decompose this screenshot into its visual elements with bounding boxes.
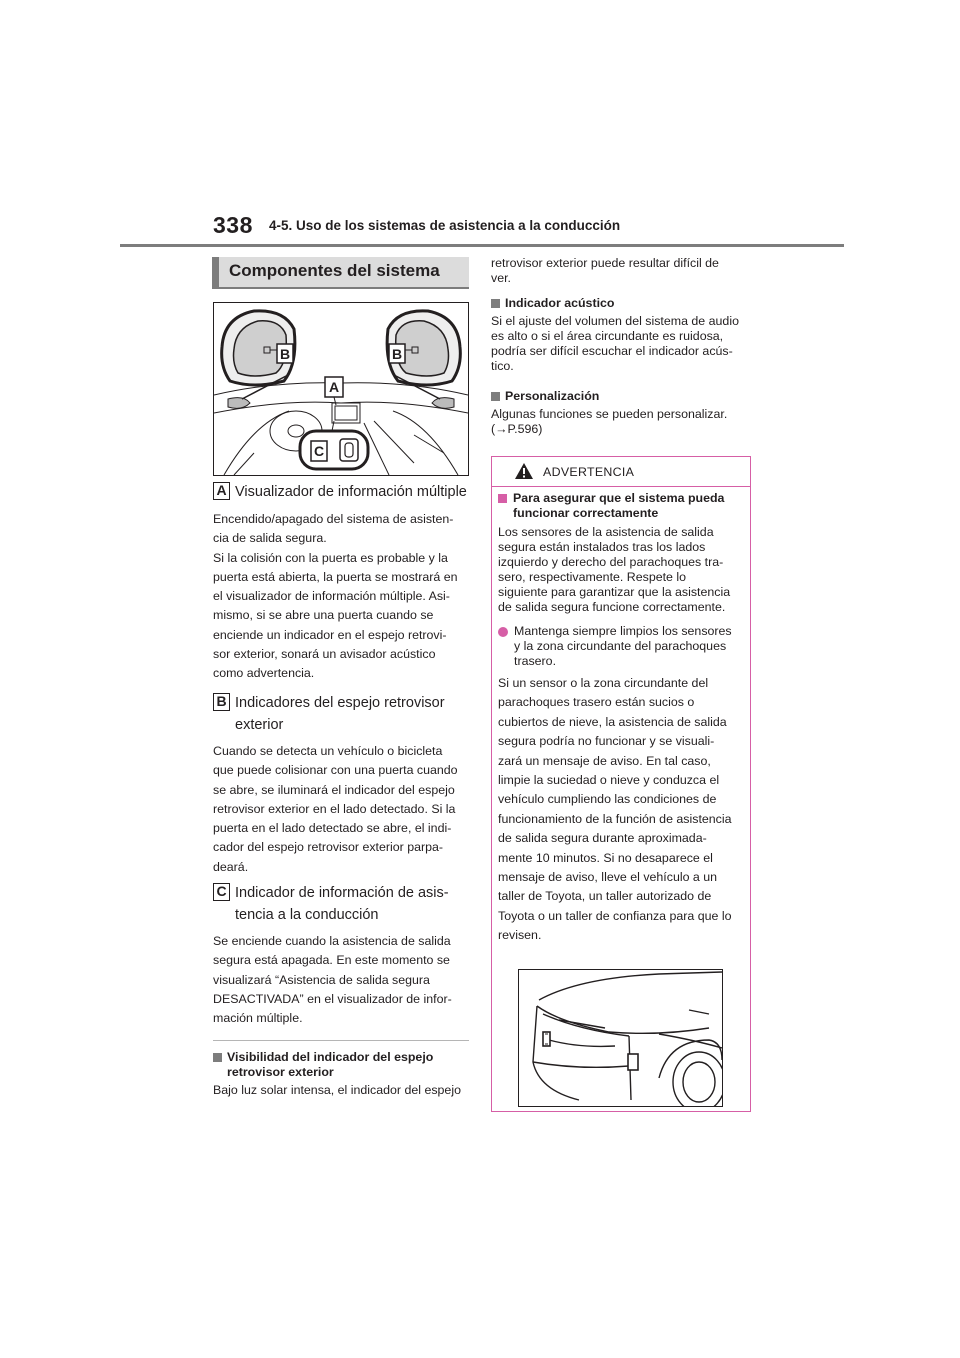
text-line: deará.: [213, 859, 249, 874]
pink-square-bullet-icon: [498, 494, 507, 503]
text-line: segura están instalados tras los lados: [498, 540, 706, 554]
title-line: retrovisor exterior: [227, 1065, 334, 1079]
text-line: vehículo cumpliendo las condiciones de: [498, 792, 717, 807]
item-b-title: [235, 692, 445, 736]
text-line: Si el ajuste del volumen del sistema de audio: [491, 314, 739, 328]
text-line: retrovisor exterior en el lado detectado. Si la: [213, 801, 456, 816]
item-a-body: [213, 510, 471, 684]
text-line: funcionamiento de la función de asistencia: [498, 811, 732, 826]
text-line: Bajo luz solar intensa, el indicador del espejo: [213, 1083, 461, 1097]
callout-b-left: B: [279, 346, 291, 362]
callout-a: A: [328, 379, 340, 395]
pink-dot-bullet-icon: [498, 627, 508, 637]
text-line: de salida segura funcione correctamente.: [498, 600, 726, 614]
note-custom: [491, 389, 749, 437]
text-line: podría ser difícil escuchar el indicador acús-: [491, 344, 733, 358]
text-line: retrovisor exterior puede resultar difícil de: [491, 256, 719, 270]
text-line: mismo, si se abre una puerta cuando se: [213, 608, 434, 623]
text-line: puerta en el lado detectado se abre, el indi-: [213, 821, 452, 836]
text-line: mación múltiple.: [213, 1011, 303, 1026]
text-line: izquierdo y derecho del parachoques tra-: [498, 555, 724, 569]
title-line: Indicador de información de asis-: [235, 885, 449, 901]
item-b-body: [213, 742, 471, 877]
rear-bumper-illustration: [518, 969, 723, 1107]
warning-triangle-icon: [514, 462, 534, 480]
note-buzzer-title: [491, 296, 749, 311]
text-line: el visualizador de información múltiple. Asi-: [213, 589, 450, 604]
text-line: taller de Toyota, un taller autorizado de: [498, 889, 712, 904]
text-line: trasero.: [514, 654, 557, 668]
note-visibility-continued: [491, 256, 749, 286]
text-line: cubiertos de nieve, la asistencia de salida: [498, 714, 727, 729]
section-divider: [213, 1040, 469, 1041]
text-line: Toyota o un taller de confianza para que lo: [498, 908, 732, 923]
text-line: sor exterior, sonará un avisador acústico: [213, 647, 436, 662]
dashboard-illustration: [213, 302, 469, 476]
title-line: Indicador acústico: [505, 296, 615, 310]
text-line: Algunas funciones se pueden personalizar.: [491, 407, 728, 421]
text-line: Se enciende cuando la asistencia de salida: [213, 934, 451, 948]
item-c-heading: [213, 882, 449, 926]
warning-content: [498, 491, 744, 946]
warning-after: [498, 674, 744, 946]
section-path: 4-5. Uso de los sistemas de asistencia a la conducción: [269, 218, 621, 233]
text-line: ver.: [491, 271, 511, 285]
text-line: DESACTIVADA” en el visualizador de infor-: [213, 991, 452, 1006]
warning-box: [491, 456, 751, 1112]
text-line: tico.: [491, 359, 514, 373]
text-line: mensaje de aviso, lleve el vehículo a un: [498, 870, 718, 885]
text-line: puerta está abierta, la puerta se mostrará en: [213, 569, 458, 584]
text-line: siguiente para garantizar que la asistencia: [498, 585, 731, 599]
square-bullet-icon: [213, 1053, 222, 1062]
text-line: Si la colisión con la puerta es probable y la: [213, 550, 448, 565]
text-line: segura está apagada. En este momento se: [213, 953, 450, 968]
text-line: cador del espejo retrovisor exterior parpa-: [213, 840, 444, 855]
item-c-title: [235, 882, 449, 926]
text-line: de salida segura durante aproximada-: [498, 831, 707, 846]
title-line: Visibilidad del indicador del espejo: [227, 1050, 434, 1064]
square-bullet-icon: [491, 299, 500, 308]
title-line: funcionar correctamente: [513, 506, 659, 520]
text-line: revisen.: [498, 928, 542, 943]
item-c-badge: C: [213, 883, 230, 901]
page-reference-link[interactable]: (→P.596): [491, 422, 543, 436]
warning-bullet: [498, 624, 744, 669]
square-bullet-icon: [491, 392, 500, 401]
note-visibility-title: [213, 1050, 471, 1080]
callout-b-right: B: [391, 346, 403, 362]
title-line: Personalización: [505, 389, 600, 403]
title-line: Para asegurar que el sistema pueda: [513, 491, 725, 505]
title-line: exterior: [235, 717, 284, 733]
text-line: sero, respectivamente. Respete lo: [498, 570, 687, 584]
text-line: enciende un indicador en el espejo retrovi-: [213, 627, 447, 642]
warning-intro: [498, 525, 744, 615]
callout-c: C: [313, 443, 325, 459]
header-divider: [120, 244, 844, 247]
page-number: 338: [213, 212, 253, 238]
section-heading: Componentes del sistema: [212, 257, 469, 289]
text-line: limpie la suciedad o nieve y conduzca el: [498, 773, 720, 788]
note-visibility: [213, 1050, 471, 1098]
warning-title-bar: [492, 457, 750, 487]
note-custom-title: [491, 389, 749, 404]
note-buzzer: [491, 296, 749, 374]
text-line: que puede colisionar con una puerta cuando: [213, 763, 458, 778]
text-line: mente 10 minutos. Si no desaparece el: [498, 850, 713, 865]
warning-title: ADVERTENCIA: [543, 465, 635, 479]
text-line: y la zona circundante del parachoques: [514, 639, 727, 653]
title-line: Indicadores del espejo retrovisor: [235, 695, 445, 711]
text-line: es alto o si el área circundante es ruidosa,: [491, 329, 724, 343]
text-line: Encendido/apagado del sistema de asisten-: [213, 512, 454, 526]
text-line: Los sensores de la asistencia de salida: [498, 525, 714, 539]
item-a-title: Visualizador de información múltiple: [235, 484, 467, 500]
item-a-badge: A: [213, 482, 230, 500]
item-b-heading: [213, 692, 445, 736]
text-line: zará un mensaje de aviso. En tal caso,: [498, 753, 711, 768]
text-line: como advertencia.: [213, 666, 315, 681]
text-line: visualizará “Asistencia de salida segura: [213, 972, 430, 987]
title-line: tencia a la conducción: [235, 907, 379, 923]
warning-section-title: [498, 491, 744, 521]
car-rear-drawing: [519, 970, 722, 1106]
text-line: cia de salida segura.: [213, 531, 327, 546]
text-line: Mantenga siempre limpios los sensores: [514, 624, 732, 638]
dashboard-drawing: [214, 303, 468, 475]
text-line: parachoques trasero están sucios o: [498, 695, 695, 710]
text-line: se abre, se iluminará el indicador del espejo: [213, 782, 455, 797]
text-line: segura podría no funcionar y se visuali-: [498, 734, 715, 749]
item-a-heading: [213, 481, 467, 503]
text-line: Si un sensor o la zona circundante del: [498, 676, 709, 690]
text-line: Cuando se detecta un vehículo o bicicleta: [213, 744, 443, 758]
item-b-badge: B: [213, 693, 230, 711]
item-c-body: [213, 932, 471, 1028]
